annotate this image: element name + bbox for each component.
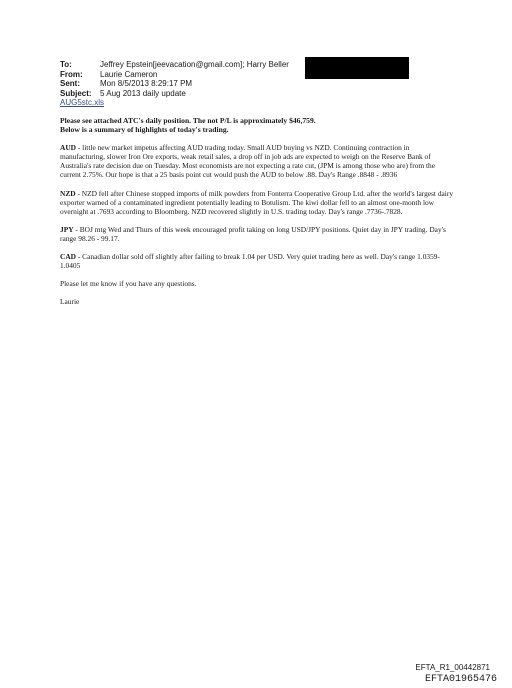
to-row — [60, 60, 289, 70]
cad-code: CAD — [60, 252, 77, 262]
subject-row — [60, 89, 289, 99]
attachment-row — [60, 98, 289, 108]
nzd-text: - NZD fell after Chinese stopped imports of milk powders from Fonterra Cooperative Group Ltd. after the world's largest dairy exporter warned of a contaminated ingredient potentially leading to Botulism. The kiwi dollar fell to an almost one-month low overnight at .7693 according to Bloomberg. NZD recovered slightly in U.S. trading today. Day's range .7736-.7828. — [60, 188, 454, 216]
jpy-text: - BOJ mtg Wed and Thurs of this week encouraged profit taking on long USD/JPY positions. Quiet day in JPY trading. Day's range 98.26 - 99.17. — [60, 224, 446, 243]
nzd-paragraph — [60, 189, 455, 216]
cad-text: - Canadian dollar sold off slightly after failing to break 1.04 per USD. Very quiet trading here as well. Day's range 1.0359-1.0405 — [60, 252, 440, 271]
closing-line: Please let me know if you have any questions. — [60, 279, 197, 289]
footer-ref-1: EFTA_R1_00442871 — [415, 663, 490, 672]
jpy-paragraph — [60, 225, 455, 243]
sent-label: Sent: — [60, 79, 80, 89]
signature: Laurie — [60, 297, 80, 307]
to-label: To: — [60, 60, 72, 69]
from-row — [60, 70, 289, 80]
aud-code: AUD — [60, 143, 77, 153]
lead-line-1: Please see attached ATC's daily position. The not P/L is approximately $46,759. — [60, 116, 316, 125]
attachment-link[interactable]: AUG5stc.xls — [60, 98, 105, 108]
nzd-code: NZD — [60, 188, 76, 198]
footer-ref-2: EFTA01965476 — [424, 674, 497, 685]
lead-line-2: Below is a summary of highlights of today's trading. — [60, 125, 229, 135]
lead-paragraph — [60, 116, 455, 134]
subject-label: Subject: — [60, 88, 92, 98]
to-value: Jeffrey Epstein[jeevacation@gmail.com]; Harry Beller — [100, 60, 289, 69]
jpy-code: JPY — [60, 224, 74, 234]
email-body — [60, 116, 455, 315]
sent-value: Mon 8/5/2013 8:29:17 PM — [100, 79, 193, 89]
sent-row — [60, 79, 289, 89]
from-label: From: — [60, 69, 83, 79]
from-value: Laurie Cameron — [100, 69, 158, 79]
subject-value: 5 Aug 2013 daily update — [100, 88, 186, 98]
aud-text: - little new market impetus affecting AUD trading today. Small AUD buying vs NZD. Continuing contraction in manufacturing, slower Iron Ore exports, weak retail sales, a drop off in job ads are expected to weigh on the Reserve Bank of Australia's rate decision due on Tuesday. Most economists are not expecting a rate cut, (JPM is among those who are) from the current 2.75%. Our hope is that a 25 basis point cut would push the AUD to below .88. Day's Range .8848 - .8936 — [60, 143, 436, 180]
cad-paragraph — [60, 252, 455, 270]
redaction-box — [305, 57, 409, 79]
email-header — [60, 60, 289, 108]
aud-paragraph — [60, 143, 455, 179]
